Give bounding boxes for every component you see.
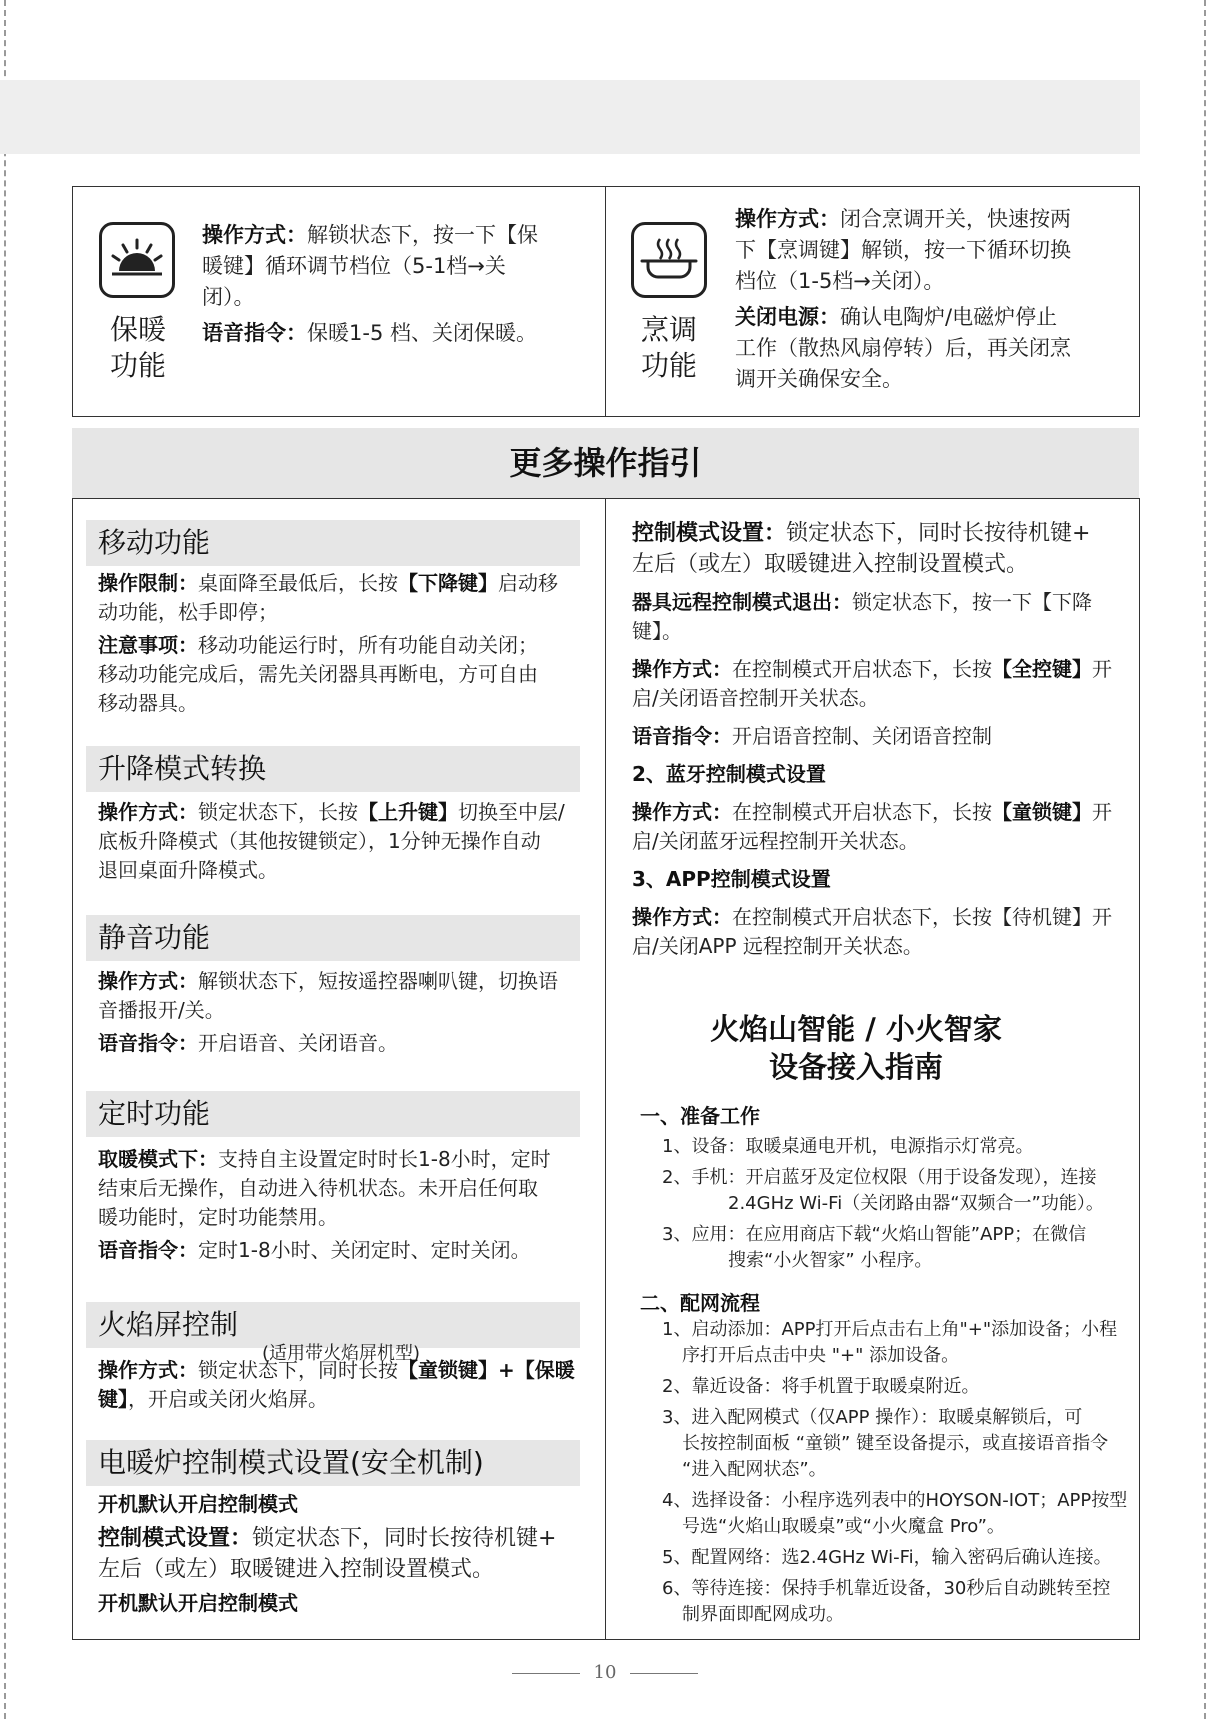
flame-op-text-2: ，开启或关闭火焰屏。	[128, 1387, 328, 1411]
net-item-4-cont: 号选“火焰山取暖桌”或“小火魔盒 Pro”。	[682, 1516, 1005, 1537]
warmth-op-text-3: 闭）。	[202, 285, 255, 309]
cooking-op-text-1: 闭合烹调开关，快速按两	[840, 207, 1071, 231]
flame-section-text	[98, 1356, 588, 1414]
cut-line-left	[4, 0, 6, 1719]
app-op-text-2: 启/关闭APP 远程控制开关状态。	[632, 934, 923, 958]
move-down-key: 【下降键】	[398, 571, 498, 595]
cooking-caption-line2: 功能	[640, 349, 697, 382]
header-band	[0, 80, 1140, 154]
warmth-op-text-2: 暖键】循环调节档位（5-1档→关	[202, 254, 506, 278]
bluetooth-op-text-2: 启/关闭蓝牙远程控制开关状态。	[632, 829, 919, 853]
section-heading-lift: 升降模式转换	[86, 746, 580, 792]
net-item-3-cont: 长按控制面板 “童锁” 键至设备提示，或直接语音指令	[682, 1433, 1109, 1454]
move-note-text-3: 移动器具。	[98, 691, 198, 715]
net-item-5: 5、配置网络：选2.4GHz Wi-Fi，输入密码后确认连接。	[662, 1547, 1112, 1568]
warmth-voice-text: 保暖1-5 档、关闭保暖。	[307, 321, 537, 345]
net-item-1-cont: 序打开后点击中央 "+" 添加设备。	[682, 1345, 960, 1366]
ctrl-mode-label: 控制模式设置：	[632, 521, 787, 546]
warmth-op-label: 操作方式：	[202, 223, 307, 247]
prep-heading: 一、准备工作	[640, 1104, 760, 1128]
flame-op-label: 操作方式：	[98, 1358, 198, 1382]
child-lock-key: 【童锁键】	[992, 800, 1092, 824]
safety-ctrl-text-2: 左后（或左）取暖键进入控制设置模式。	[98, 1557, 495, 1582]
footer-rule-left	[512, 1673, 580, 1674]
net-item-6-cont: 制界面即配网成功。	[682, 1604, 844, 1625]
flame-keys-end: 键】	[98, 1387, 128, 1411]
bluetooth-op-text: 在控制模式开启状态下，长按	[732, 800, 992, 824]
cooking-caption	[621, 312, 717, 384]
flame-keys: 【童锁键】+【保暖	[398, 1358, 575, 1382]
lift-op-text-2: 底板升降模式（其他按键锁定），1分钟无操作自动	[98, 829, 541, 853]
network-list	[662, 1317, 1132, 1628]
net-item-2: 2、靠近设备：将手机置于取暖桌附近。	[662, 1376, 980, 1397]
flame-op-text: 锁定状态下，同时长按	[198, 1358, 398, 1382]
mute-voice-label: 语音指令：	[98, 1031, 198, 1055]
mute-op-label: 操作方式：	[98, 969, 198, 993]
timer-mode-text-3: 暖功能时，定时功能禁用。	[98, 1205, 338, 1229]
right-column-text	[632, 518, 1132, 961]
guide-title-line2: 设备接入指南	[768, 1050, 943, 1084]
timer-mode-text: 支持自主设置定时时长1-8小时，定时	[218, 1147, 551, 1171]
prep-list	[662, 1134, 1132, 1274]
cooking-op-text-2: 下【烹调键】解锁，按一下循环切换	[735, 238, 1071, 262]
section-heading-move: 移动功能	[86, 520, 580, 566]
section-heading-flame: 火焰屏控制	[86, 1302, 580, 1348]
lift-op-text-end: 切换至中层/	[458, 800, 565, 824]
move-section-text	[98, 569, 588, 718]
cut-line-right	[1204, 0, 1206, 1719]
prep-item-1: 1、设备：取暖桌通电开机，电源指示灯常亮。	[662, 1136, 1034, 1157]
bluetooth-op-label: 操作方式：	[632, 800, 732, 824]
section-heading-mute: 静音功能	[86, 915, 580, 961]
warmth-caption	[90, 312, 186, 384]
ctrl-mode-text: 锁定状态下，同时长按待机键+	[786, 521, 1091, 546]
bluetooth-op-end: 开	[1092, 800, 1112, 824]
cooking-power-text-3: 调开关确保安全。	[735, 367, 903, 391]
warmth-caption-line2: 功能	[109, 349, 166, 382]
timer-mode-label: 取暖模式下：	[98, 1147, 218, 1171]
move-note-text: 移动功能运行时，所有功能自动关闭；	[198, 633, 538, 657]
safety-default-1: 开机默认开启控制模式	[98, 1492, 298, 1516]
net-item-3-cont-2: “进入配网状态”。	[682, 1459, 827, 1480]
move-note-label: 注意事项：	[98, 633, 198, 657]
cooking-op-text-3: 档位（1-5档→关闭）。	[735, 269, 945, 293]
remote-exit-label: 器具远程控制模式退出：	[632, 590, 852, 614]
prep-item-3: 3、应用：在应用商店下载“火焰山智能”APP；在微信	[662, 1224, 1087, 1245]
prep-item-2-cont: 2.4GHz Wi-Fi（关闭路由器“双频合一”功能）。	[728, 1193, 1104, 1214]
lift-up-key: 【上升键】	[358, 800, 458, 824]
lift-section-text	[98, 798, 588, 885]
cooking-description	[735, 204, 1133, 395]
mute-voice-text: 开启语音、关闭语音。	[198, 1031, 398, 1055]
voice-ctrl-op-text-2: 启/关闭语音控制开关状态。	[632, 686, 879, 710]
app-op-text: 在控制模式开启状态下，长按【待机键】开	[732, 905, 1112, 929]
remote-exit-text: 锁定状态下，按一下【下降	[852, 590, 1092, 614]
cooking-power-text-1: 确认电陶炉/电磁炉停止	[840, 305, 1058, 329]
mute-op-text: 解锁状态下，短按遥控器喇叭键，切换语	[198, 969, 558, 993]
net-item-3: 3、进入配网模式（仅APP 操作）：取暖桌解锁后，可	[662, 1407, 1083, 1428]
timer-mode-text-2: 结束后无操作，自动进入待机状态。未开启任何取	[98, 1176, 538, 1200]
net-item-1: 1、启动添加：APP打开后点击右上角"+"添加设备；小程	[662, 1319, 1118, 1340]
remote-exit-text-2: 键】。	[632, 619, 682, 643]
more-operations-title: 更多操作指引	[509, 444, 702, 482]
prep-item-2: 2、手机：开启蓝牙及定位权限（用于设备发现），连接	[662, 1167, 1097, 1188]
lift-op-label: 操作方式：	[98, 800, 198, 824]
voice-ctrl-op-end: 开	[1092, 657, 1112, 681]
guide-title	[606, 1010, 1106, 1086]
lift-op-text-3: 退回桌面升降模式。	[98, 858, 278, 882]
footer-rule-right	[630, 1673, 698, 1674]
cooking-caption-line1: 烹调	[640, 313, 697, 346]
safety-ctrl-label: 控制模式设置：	[98, 1526, 253, 1551]
mute-op-text-2: 音播报开/关。	[98, 998, 225, 1022]
safety-default-2: 开机默认开启控制模式	[98, 1591, 298, 1615]
move-limit-text: 桌面降至最低后，长按	[198, 571, 398, 595]
section-heading-safety: 电暖炉控制模式设置(安全机制)	[86, 1440, 580, 1486]
move-note-text-2: 移动功能完成后，需先关闭器具再断电，方可自由	[98, 662, 538, 686]
cooking-power-label: 关闭电源：	[735, 305, 840, 329]
voice-cmd-label: 语音指令：	[632, 724, 732, 748]
warmth-voice-label: 语音指令：	[202, 321, 307, 345]
network-heading: 二、配网流程	[640, 1291, 760, 1315]
section-heading-timer: 定时功能	[86, 1091, 580, 1137]
net-item-4: 4、选择设备：小程序选列表中的HOYSON-IOT；APP按型	[662, 1490, 1128, 1511]
guide-title-line1: 火焰山智能 / 小火智家	[710, 1012, 1002, 1046]
net-item-6: 6、等待连接：保持手机靠近设备，30秒后自动跳转至控	[662, 1578, 1111, 1599]
page-number: 10	[593, 1662, 617, 1683]
move-limit-label: 操作限制：	[98, 571, 198, 595]
ctrl-mode-text-2: 左后（或左）取暖键进入控制设置模式。	[632, 552, 1029, 577]
voice-ctrl-op-label: 操作方式：	[632, 657, 732, 681]
top-panel-divider	[605, 186, 606, 417]
all-control-key: 【全控键】	[992, 657, 1092, 681]
flame-note: (适用带火焰屏机型)	[262, 1343, 421, 1364]
mute-section-text	[98, 967, 588, 1058]
voice-cmd-text: 开启语音控制、关闭语音控制	[732, 724, 992, 748]
timer-voice-label: 语音指令：	[98, 1238, 198, 1262]
warmth-description	[202, 220, 598, 349]
page-footer	[0, 1662, 1210, 1683]
warmth-caption-line1: 保暖	[109, 313, 166, 346]
move-limit-text-end: 启动移	[498, 571, 558, 595]
cooking-op-label: 操作方式：	[735, 207, 840, 231]
warmth-op-text-1: 解锁状态下，按一下【保	[307, 223, 538, 247]
more-operations-band	[72, 428, 1139, 498]
bluetooth-heading: 2、蓝牙控制模式设置	[632, 762, 826, 786]
move-limit-text-2: 动功能，松手即停；	[98, 600, 278, 624]
safety-ctrl-text: 锁定状态下，同时长按待机键+	[252, 1526, 557, 1551]
app-heading: 3、APP控制模式设置	[632, 867, 831, 891]
app-op-label: 操作方式：	[632, 905, 732, 929]
cooking-power-text-2: 工作（散热风扇停转）后，再关闭烹	[735, 336, 1071, 360]
warmth-sun-icon	[99, 222, 175, 298]
safety-section-text	[98, 1490, 588, 1618]
prep-item-3-cont: 搜索“小火智家” 小程序。	[728, 1250, 933, 1271]
voice-ctrl-op-text: 在控制模式开启状态下，长按	[732, 657, 992, 681]
lift-op-text: 锁定状态下，长按	[198, 800, 358, 824]
cooking-pot-icon	[631, 222, 707, 298]
timer-voice-text: 定时1-8小时、关闭定时、定时关闭。	[198, 1238, 531, 1262]
timer-section-text	[98, 1145, 588, 1265]
